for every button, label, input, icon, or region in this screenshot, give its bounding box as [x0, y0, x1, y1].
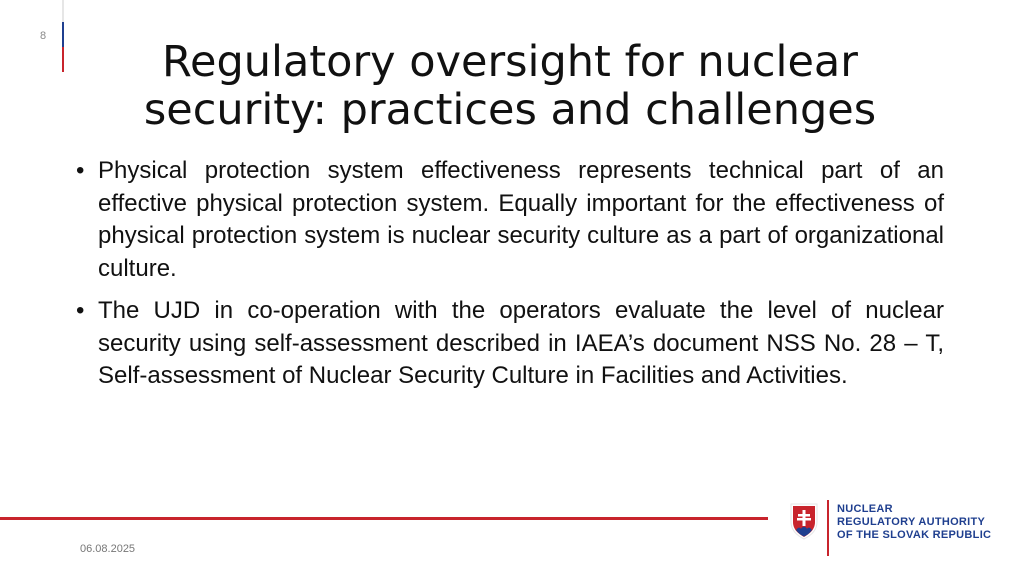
flag-white-segment: [62, 0, 64, 22]
bullet-item: [76, 155, 944, 285]
bullet-item: [76, 295, 944, 393]
logo-text: [837, 503, 991, 542]
slide-number: 8: [40, 30, 47, 42]
flag-blue-segment: [62, 22, 64, 47]
bullet-list: [76, 155, 944, 403]
bullet-marker: •: [76, 297, 85, 324]
flag-accent-bar: [62, 0, 64, 72]
flag-red-segment: [62, 47, 64, 72]
logo-line: OF THE SLOVAK REPUBLIC: [837, 529, 992, 541]
bullet-text: The UJD in co-operation with the operators evaluate the level of nuclear security using self-assessment described in IAEA’s document NSS No. 28 – T, Self-assessment of Nuclear Security Culture in Facilities and Activities.: [98, 297, 944, 389]
bullet-marker: •: [76, 157, 85, 184]
slide-title: Regulatory oversight for nuclear security: practices and challenges: [143, 37, 877, 135]
logo-line: REGULATORY AUTHORITY: [837, 516, 986, 528]
slovak-coat-of-arms-icon: [789, 502, 819, 540]
logo-line: NUCLEAR: [837, 503, 893, 515]
bullet-text: Physical protection system effectiveness represents technical part of an effective physical protection system. Equally important for the effectiveness of physical protection system is nuclear security culture as a part of organizational culture.: [98, 157, 944, 282]
logo-divider: [827, 500, 829, 556]
footer-rule: [0, 517, 768, 520]
authority-logo: [789, 500, 1009, 560]
footer-date: 06.08.2025: [80, 543, 136, 555]
